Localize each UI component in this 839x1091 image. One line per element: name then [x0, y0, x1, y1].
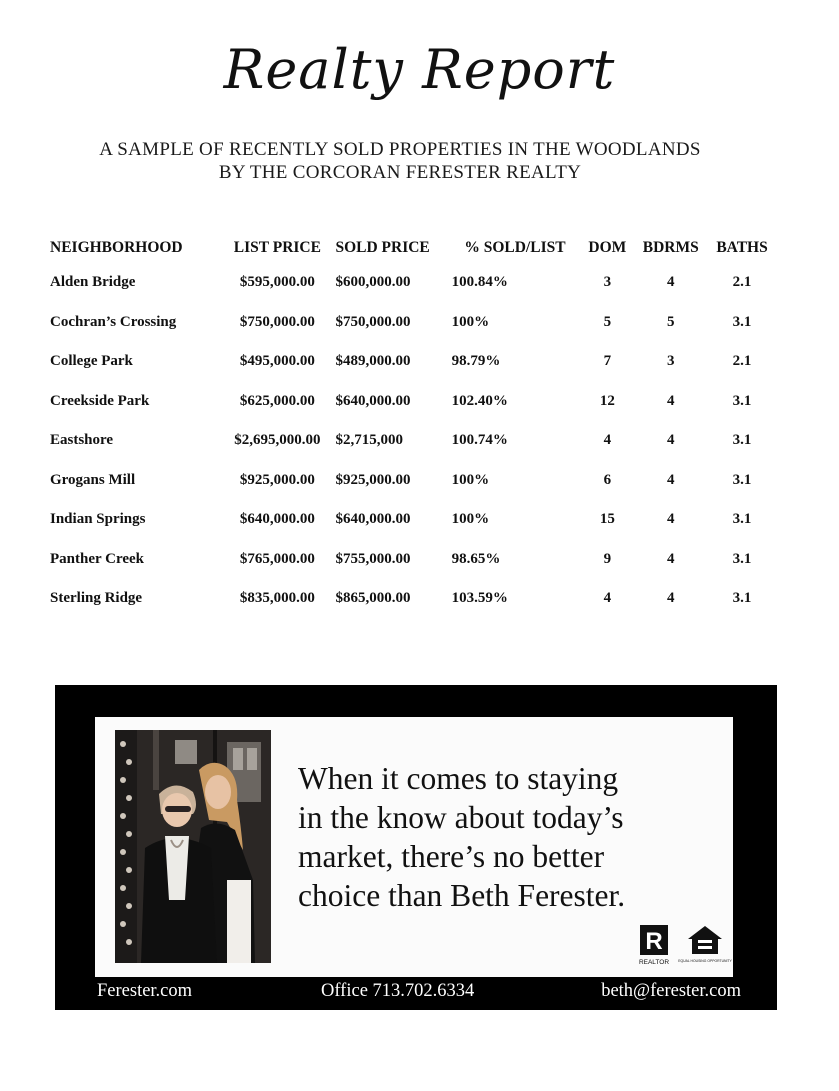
cell-percent-sold-list: 100% [451, 313, 490, 330]
cell-dom: 9 [603, 550, 612, 567]
agent-photo [115, 730, 271, 963]
cell-sold-price: $750,000.00 [335, 313, 411, 330]
cell-baths: 3.1 [732, 432, 752, 449]
cell-baths: 2.1 [732, 274, 752, 291]
cell-bedrooms: 4 [666, 511, 675, 528]
cell-percent-sold-list: 100% [451, 511, 490, 528]
table-row [44, 303, 779, 343]
subtitle-line-2: BY THE CORCORAN FERESTER REALTY [218, 162, 582, 183]
table-row [44, 421, 779, 461]
cell-bedrooms: 4 [666, 432, 675, 449]
table-row [44, 500, 779, 540]
cell-sold-price: $865,000.00 [335, 590, 411, 607]
cell-sold-price: $640,000.00 [335, 392, 411, 409]
cell-baths: 3.1 [732, 590, 752, 607]
quote-line: market, there’s no better [298, 839, 605, 874]
cell-baths: 3.1 [732, 313, 752, 330]
cell-neighborhood: Grogans Mill [50, 471, 136, 488]
cell-neighborhood: Eastshore [50, 432, 114, 449]
table-row [44, 342, 779, 382]
sold-properties-table [44, 233, 779, 619]
cell-sold-price: $925,000.00 [335, 471, 411, 488]
cell-sold-price: $755,000.00 [335, 550, 411, 567]
cell-dom: 4 [603, 432, 612, 449]
agent-quote [298, 759, 698, 915]
quote-line: choice than Beth Ferester. [298, 878, 626, 913]
cell-sold-price: $640,000.00 [335, 511, 411, 528]
cell-baths: 3.1 [732, 511, 752, 528]
quote-line: When it comes to staying [298, 761, 619, 796]
cell-neighborhood: Alden Bridge [50, 274, 136, 291]
email-link[interactable]: beth@ferester.com [601, 981, 741, 1001]
cell-baths: 3.1 [732, 550, 752, 567]
cell-list-price: $625,000.00 [239, 392, 315, 409]
realtor-logo-icon [637, 923, 671, 967]
cell-bedrooms: 4 [666, 392, 675, 409]
table-row [44, 540, 779, 580]
column-header-percent-sold-list: % SOLD/LIST [464, 239, 566, 256]
cell-baths: 3.1 [732, 471, 752, 488]
subtitle-line-1: A SAMPLE OF RECENTLY SOLD PROPERTIES IN THE WOODLANDS [99, 139, 701, 160]
equal-housing-opportunity-icon [678, 923, 732, 967]
website-link[interactable]: Ferester.com [97, 981, 193, 1001]
cell-list-price: $2,695,000.00 [234, 432, 321, 449]
cell-neighborhood: Indian Springs [50, 511, 146, 528]
eho-logo-text: EQUAL HOUSING OPPORTUNITY [678, 959, 732, 963]
column-header-list-price: LIST PRICE [233, 239, 321, 256]
table-header-row [44, 233, 779, 263]
table-row [44, 263, 779, 303]
cell-percent-sold-list: 100.74% [451, 432, 508, 449]
cell-list-price: $765,000.00 [239, 550, 315, 567]
cell-list-price: $750,000.00 [239, 313, 315, 330]
cell-dom: 15 [599, 511, 615, 528]
cell-sold-price: $489,000.00 [335, 353, 411, 370]
cell-dom: 6 [603, 471, 612, 488]
cell-percent-sold-list: 102.40% [451, 392, 508, 409]
column-header-baths: BATHS [716, 239, 768, 256]
cell-neighborhood: Panther Creek [50, 550, 145, 567]
realtor-logo-text: REALTOR [638, 959, 670, 966]
cell-bedrooms: 4 [666, 590, 675, 607]
cell-dom: 5 [603, 313, 612, 330]
cell-baths: 3.1 [732, 392, 752, 409]
table-row [44, 382, 779, 422]
table-row [44, 461, 779, 501]
cell-neighborhood: Sterling Ridge [50, 590, 143, 607]
cell-dom: 7 [603, 353, 612, 370]
agent-banner [55, 685, 777, 1010]
column-header-bedrooms: BDRMS [642, 239, 699, 256]
banner-panel [95, 717, 733, 977]
cell-sold-price: $2,715,000 [335, 432, 403, 449]
cell-neighborhood: Creekside Park [50, 392, 150, 409]
cell-bedrooms: 4 [666, 274, 675, 291]
cell-bedrooms: 4 [666, 471, 675, 488]
cell-neighborhood: Cochran’s Crossing [50, 313, 177, 330]
quote-line: in the know about today’s [298, 800, 624, 835]
cell-percent-sold-list: 98.65% [451, 550, 501, 567]
cell-dom: 12 [599, 392, 615, 409]
cell-list-price: $595,000.00 [239, 274, 315, 291]
column-header-neighborhood: NEIGHBORHOOD [50, 239, 183, 256]
table-row [44, 579, 779, 619]
cell-sold-price: $600,000.00 [335, 274, 411, 291]
cell-percent-sold-list: 100% [451, 471, 490, 488]
cell-neighborhood: College Park [50, 353, 133, 370]
cell-bedrooms: 4 [666, 550, 675, 567]
cell-dom: 3 [603, 274, 612, 291]
cell-percent-sold-list: 100.84% [451, 274, 508, 291]
cell-list-price: $640,000.00 [239, 511, 315, 528]
cell-baths: 2.1 [732, 353, 752, 370]
column-header-dom: DOM [588, 239, 627, 256]
cell-bedrooms: 5 [666, 313, 675, 330]
cell-bedrooms: 3 [666, 353, 675, 370]
column-header-sold-price: SOLD PRICE [335, 239, 430, 256]
cell-percent-sold-list: 98.79% [451, 353, 501, 370]
cell-list-price: $835,000.00 [239, 590, 315, 607]
office-phone[interactable]: Office 713.702.6334 [321, 981, 475, 1001]
cell-list-price: $495,000.00 [239, 353, 315, 370]
svg-text:R: R [645, 928, 663, 955]
report-title: Realty Report [223, 38, 616, 101]
cell-list-price: $925,000.00 [239, 471, 315, 488]
cell-percent-sold-list: 103.59% [451, 590, 508, 607]
cell-dom: 4 [603, 590, 612, 607]
